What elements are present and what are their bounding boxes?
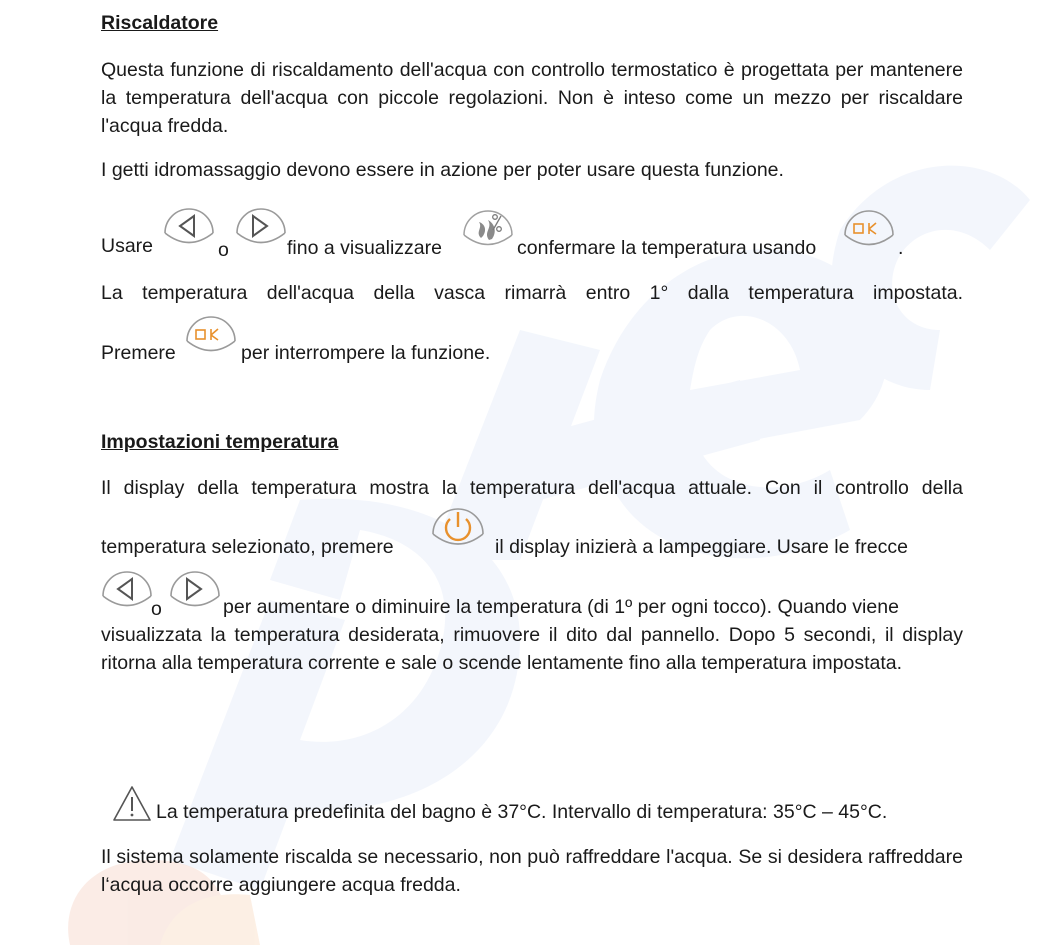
interrompere-text: per interrompere la funzione. [241,342,491,364]
line2-start: temperatura selezionato, premere [101,536,394,558]
line2-end: il display inizierà a lampeggiare. Usare le frecce [495,536,908,558]
ok-button-icon-2 [184,308,238,362]
ok-button-icon [842,202,896,256]
warning-text: La temperatura predefinita del bagno è 37°C. Intervallo di temperatura: 35°C – 45°C. [156,801,888,823]
paragraph-rest: visualizzata la temperatura desiderata, rimuovere il dito dal pannello. Dopo 5 secondi, il display ritorna alla temperatura corrente e sale o scende lentamente fino alla temperatura impostata. [101,624,963,674]
arrows-o: o [151,598,162,620]
warning-icon [111,784,153,824]
usage-confermare: confermare la temperatura usando [517,237,817,259]
heater-icon [461,202,515,256]
paragraph-display: Il display della temperatura mostra la temperatura dell'acqua attuale. Con il controllo della [101,477,963,499]
left-arrow-icon-2 [100,563,154,617]
usage-o: o [218,239,229,261]
usage-usare: Usare [101,235,154,257]
paragraph-entro: La temperatura dell'acqua della vasca rimarrà entro 1° dalla temperatura impostata. [101,282,963,304]
power-icon [430,500,486,556]
premere-text: Premere [101,342,176,364]
paragraph-jets: I getti idromassaggio devono essere in azione per poter usare questa funzione. [101,159,784,181]
right-arrow-icon-2 [168,563,222,617]
right-arrow-icon [234,200,288,254]
paragraph-final: Il sistema solamente riscalda se necessario, non può raffreddare l'acqua. Se si desidera raffreddare l‘acqua occorre aggiungere acqua fredda. [101,846,963,896]
heading-impostazioni: Impostazioni temperatura [101,431,339,453]
line3-text: per aumentare o diminuire la temperatura (di 1º per ogni tocco). Quando viene [223,596,899,618]
left-arrow-icon [162,200,216,254]
heading-riscaldatore: Riscaldatore [101,12,219,34]
paragraph-intro: Questa funzione di riscaldamento dell'acqua con controllo termostatico è progettata per mantenere la temperatura dell'acqua con piccole regolazioni. Non è inteso come un mezzo per riscaldare l'acqua fredda. [101,59,963,137]
usage-period: . [898,237,904,259]
usage-fino: fino a visualizzare [287,237,442,259]
